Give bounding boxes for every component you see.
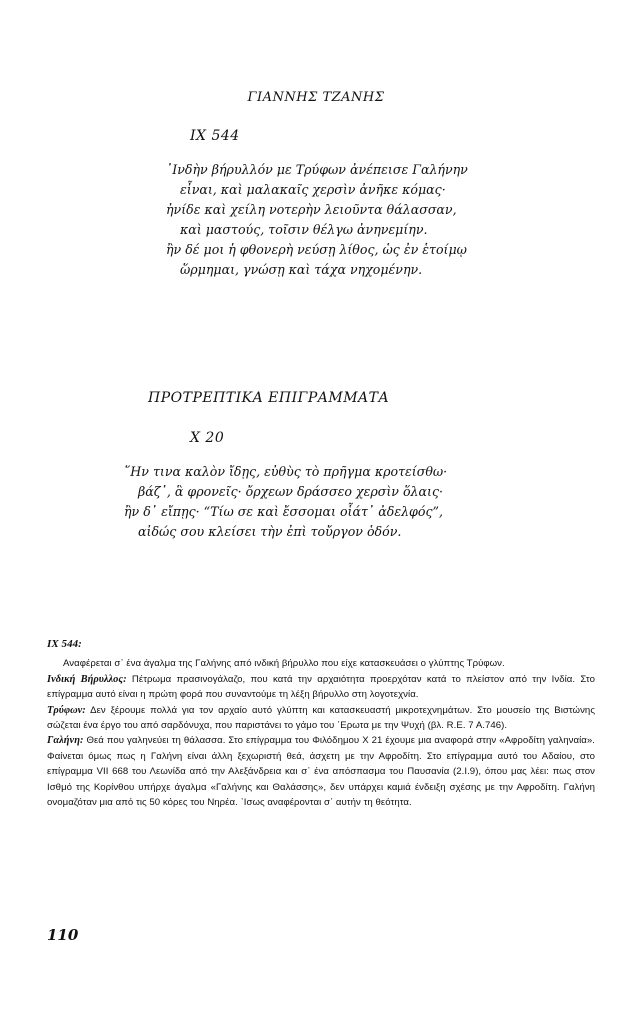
commentary-notes bbox=[47, 637, 595, 810]
note-text: Θεά που γαληνεύει τη θάλασσα. Στο επίγραμμα του Φιλόδημου Χ 21 έχουμε μια αναφορά στην «Αφροδίτη γαληναία». Φαίνεται όμως πως η Γαλήνη είναι άλλη ξεχωριστή θεά, άσχετη με την Αφροδίτη. Στο επίγραμμα αυτό του Αδαίου, στο επίγραμμα VII 668 του Λεωνίδα από την Αλεξάνδρεια και σ᾽ ένα απόσπασμα του Παυσανία (2.I.9), όπου μας λέει: πως στον Ισθμό της Κορίνθου υπήρχε άγαλμα «Γαλήνης και Θαλάσσης», δεν υπάρχει καμιά ένδειξη σχέσης με την Αφροδίτη. Γαλήνη ονομαζόταν μια από τις 50 κόρες του Νηρέα. ᾿Ισως αναφέρονται σ᾽ αυτήν τη θεότητα. bbox=[47, 735, 595, 809]
poem-x-20 bbox=[124, 462, 447, 542]
note-term: Τρύφων: bbox=[47, 704, 86, 716]
poem-line: βάζ᾽, ἃ φρονεῖς· ὄρχεων δράσσεο χερσὶν ὅλαις· bbox=[138, 484, 444, 499]
notes-heading: IX 544: bbox=[47, 638, 82, 650]
poem-line: ἠνίδε καὶ χείλη νοτερὴν λειοῦντα θάλασσαν, bbox=[166, 202, 457, 217]
note-entry bbox=[47, 703, 595, 734]
section2-heading: X 20 bbox=[190, 430, 225, 446]
page-number: 110 bbox=[47, 926, 79, 944]
note-term: Γαλήνη: bbox=[47, 735, 84, 747]
note-term: Ινδική Βήρυλλος: bbox=[47, 673, 127, 685]
poem-line: αἰδώς σου κλείσει τὴν ἐπὶ τοὔργον ὁδόν. bbox=[138, 524, 402, 539]
note-entry bbox=[47, 672, 595, 703]
note-text: Πέτρωμα πρασινογάλαζο, που κατά την αρχαιότητα προερχόταν κατά το πλείστον από την Ινδία. Στο επίγραμμα αυτό είναι η πρώτη φορά που συναντούμε τη λέξη βήρυλλο στη λογοτεχνία. bbox=[47, 673, 595, 701]
poem-line: ἢν δ᾽ εἴπῃς· “Τίω σε καὶ ἔσσομαι οἷάτ᾽ ἀδελφός”, bbox=[124, 504, 443, 519]
notes-intro: Αναφέρεται σ᾽ ένα άγαλμα της Γαλήνης από ινδική βήρυλλο που είχε κατασκευάσει ο γλύπτης Τρύφων. bbox=[63, 658, 505, 670]
author-name: ΓΙΑΝΝΗΣ ΤΖΑΝΗΣ bbox=[247, 90, 385, 105]
poem-line: καὶ μαστούς, τοῖσιν θέλγω ἀνηνεμίην. bbox=[180, 222, 428, 237]
poem-line: εἶναι, καὶ μαλακαῖς χερσὶν ἀνῆκε κόμας· bbox=[180, 182, 446, 197]
poem-line: ῞Ην τινα καλὸν ἴδῃς, εὐθὺς τὸ πρῆγμα κροτείσθω· bbox=[124, 464, 448, 479]
note-text: Δεν ξέρουμε πολλά για τον αρχαίο αυτό γλύπτη και κατασκευαστή μικροτεχνημάτων. Στο μουσείο της Βιστώνης σώζεται ένα έργο του από σαρδόνυχα, που παριστάνει το γάμο του ᾿Ερωτα με την Ψυχή (βλ. R.E. 7 A.746). bbox=[47, 704, 595, 732]
section1-heading: IX 544 bbox=[190, 128, 240, 144]
poem-line: ᾿Ινδὴν βήρυλλόν με Τρύφων ἀνέπεισε Γαλήνην bbox=[166, 162, 468, 177]
poem-ix-544 bbox=[166, 160, 468, 280]
poem-line: ἢν δέ μοι ἡ φθονερὴ νεύσῃ λίθος, ὡς ἐν ἑτοίμῳ bbox=[166, 242, 467, 257]
poem-line: ὥρμημαι, γνώσῃ καὶ τάχα νηχομένην. bbox=[180, 262, 423, 277]
note-entry bbox=[47, 733, 595, 810]
section2-title: ΠΡΟΤΡΕΠΤΙΚΑ ΕΠΙΓΡΑΜΜΑΤΑ bbox=[148, 390, 390, 406]
